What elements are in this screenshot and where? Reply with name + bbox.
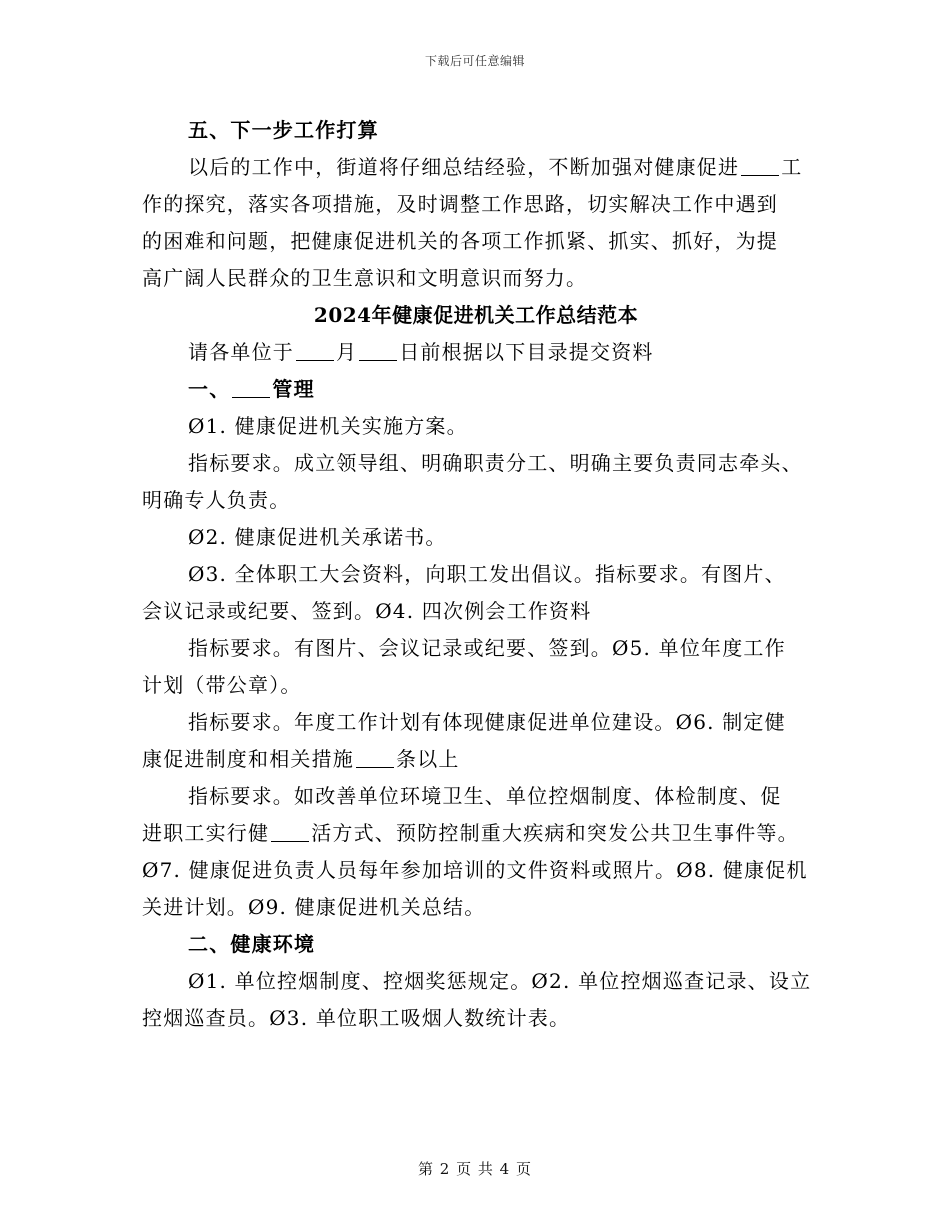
paragraph-line: 作的探究，落实各项措施，及时调整工作思路，切实解决工作中遇到: [142, 192, 778, 216]
blank-underline: [296, 340, 334, 361]
submission-request: 请各单位于 月 日前根据以下目录提交资料: [188, 340, 654, 364]
page-header-note: 下载后可任意编辑: [424, 54, 525, 68]
requirement-line: 指标要求。有图片、会议记录或纪要、签到。Ø5. 单位年度工作: [188, 636, 786, 660]
blank-underline: [356, 747, 394, 768]
blank-underline: [741, 155, 779, 176]
section-2-heading: 二、健康环境: [188, 932, 316, 956]
requirement-line: 计划（带公章）。: [142, 673, 302, 697]
requirement-line: 明确专人负责。: [142, 488, 291, 512]
list-item: 控烟巡查员。Ø3. 单位职工吸烟人数统计表。: [142, 1006, 571, 1030]
list-item: Ø1. 健康促进机关实施方案。: [188, 414, 468, 438]
paragraph-line: 的困难和问题，把健康促进机关的各项工作抓紧、抓实、抓好，为提: [142, 229, 778, 253]
list-item: 会议记录或纪要、签到。Ø4. 四次例会工作资料: [142, 599, 592, 623]
page-number: 第 2 页 共 4 页: [418, 1160, 532, 1178]
list-item: Ø7. 健康促进负责人员每年参加培训的文件资料或照片。Ø8. 健康促机: [142, 858, 808, 882]
list-item: Ø3. 全体职工大会资料，向职工发出倡议。指标要求。有图片、: [188, 562, 786, 586]
requirement-line: 指标要求。成立领导组、明确职责分工、明确主要负责同志牵头、: [188, 451, 803, 475]
blank-underline: [271, 821, 309, 842]
paragraph-line: 高广阔人民群众的卫生意识和文明意识而努力。: [142, 266, 588, 290]
requirement-line: 指标要求。年度工作计划有体现健康促进单位建设。Ø6. 制定健: [188, 710, 786, 734]
blank-underline: [359, 340, 397, 361]
paragraph-line: 以后的工作中，街道将仔细总结经验，不断加强对健康促进 工: [188, 155, 803, 179]
requirement-line: 指标要求。如改善单位环境卫生、单位控烟制度、体检制度、促: [188, 784, 782, 808]
list-item: Ø1. 单位控烟制度、控烟奖惩规定。Ø2. 单位控烟巡查记录、设立: [188, 969, 812, 993]
section-5-heading: 五、下一步工作打算: [188, 118, 379, 142]
document-body: [142, 112, 810, 1037]
list-item: 关进计划。Ø9. 健康促进机关总结。: [142, 895, 486, 919]
blank-underline: [232, 377, 270, 398]
list-item: Ø2. 健康促进机关承诺书。: [188, 525, 447, 549]
requirement-line: 康促进制度和相关措施 条以上: [142, 747, 460, 771]
section-1-heading: 一、 管理: [188, 377, 315, 401]
document-title: 2024年健康促进机关工作总结范本: [313, 303, 639, 327]
requirement-line: 进职工实行健 活方式、预防控制重大疾病和突发公共卫生事件等。: [142, 821, 799, 845]
section-5-paragraph: [142, 149, 810, 297]
